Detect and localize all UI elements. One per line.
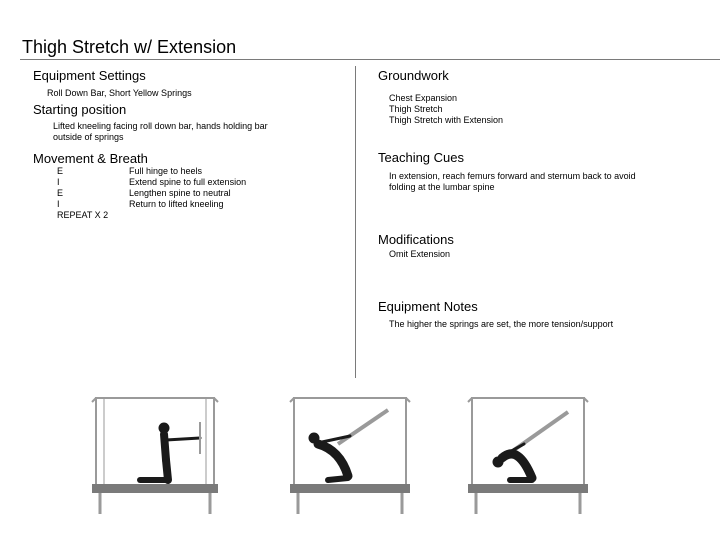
table-legs	[298, 493, 402, 514]
figure-extension	[493, 444, 532, 480]
movement-step: Extend spine to full extension	[129, 177, 247, 187]
photo-lifted-kneeling	[88, 392, 223, 517]
mat-table	[290, 484, 410, 493]
repeat-note: REPEAT X 2	[57, 210, 109, 220]
modifications-heading: Modifications	[378, 232, 454, 247]
equipment-notes-heading: Equipment Notes	[378, 299, 478, 314]
groundwork-item: Thigh Stretch	[389, 104, 443, 114]
mat-table	[92, 484, 218, 493]
groundwork-item: Thigh Stretch with Extension	[389, 115, 504, 125]
equipment-settings-heading: Equipment Settings	[33, 68, 146, 83]
equipment-settings-text: Roll Down Bar, Short Yellow Springs	[47, 88, 192, 98]
starting-position-heading: Starting position	[33, 102, 127, 117]
mat-table	[468, 484, 588, 493]
modifications-text: Omit Extension	[389, 249, 451, 259]
page-title: Thigh Stretch w/ Extension	[22, 37, 237, 57]
roll-down-bar	[338, 410, 388, 444]
breath-cue: E	[57, 188, 64, 198]
breath-cue: I	[57, 177, 60, 187]
groundwork-heading: Groundwork	[378, 68, 449, 83]
breath-column	[57, 166, 108, 221]
groundwork-item: Chest Expansion	[389, 93, 458, 103]
movement-column	[129, 166, 246, 210]
photo-hinge-back	[288, 392, 413, 517]
teaching-cue-line: folding at the lumbar spine	[389, 182, 495, 192]
starting-position-text	[53, 121, 268, 143]
movement-step: Full hinge to heels	[129, 166, 203, 176]
breath-cue: E	[57, 166, 64, 176]
starting-position-line: Lifted kneeling facing roll down bar, hands holding bar	[53, 121, 268, 131]
teaching-cue-line: In extension, reach femurs forward and sternum back to avoid	[389, 171, 636, 181]
figure-kneeling	[140, 423, 200, 480]
table-legs	[476, 493, 580, 514]
teaching-cues-text	[389, 171, 636, 193]
column-divider	[355, 66, 356, 378]
teaching-cues-heading: Teaching Cues	[378, 150, 464, 165]
starting-position-line: outside of springs	[53, 132, 124, 142]
equipment-notes-text: The higher the springs are set, the more tension/support	[389, 319, 614, 329]
movement-step: Return to lifted kneeling	[129, 199, 224, 209]
table-legs	[100, 493, 210, 514]
movement-breath-heading: Movement & Breath	[33, 151, 148, 166]
title-divider	[20, 59, 720, 60]
photo-spine-extension	[466, 392, 591, 517]
breath-cue: I	[57, 199, 60, 209]
movement-step: Lengthen spine to neutral	[129, 188, 231, 198]
groundwork-list	[389, 93, 503, 126]
